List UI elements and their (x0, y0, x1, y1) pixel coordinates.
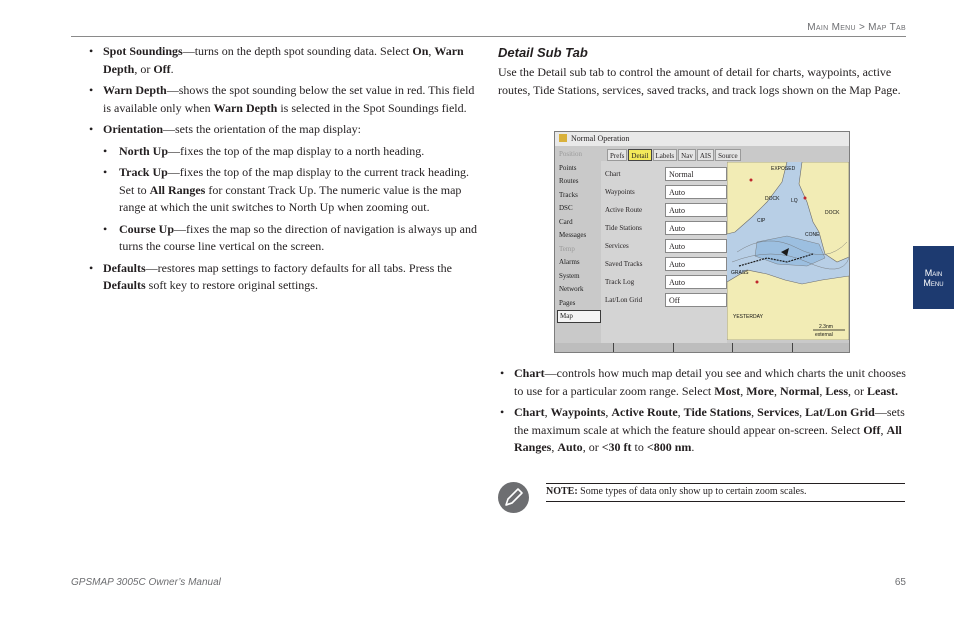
comma: , (751, 405, 758, 419)
screenshot-menu (557, 148, 601, 323)
setting-label: Saved Tracks (605, 260, 643, 268)
sep-chart-3: , (819, 383, 826, 398)
menu-item-position: Position (559, 150, 582, 158)
note-text: Some types of data only show up to certain zoom scales. (577, 486, 807, 497)
detail-settings-panel (601, 161, 727, 343)
footer-page-number: 65 (894, 577, 906, 588)
tab-ais: AIS (697, 149, 714, 161)
term-lat-lon-grid: Lat/Lon Grid (805, 405, 875, 419)
map-scale-unit: external (815, 332, 833, 338)
menu-item-dsc: DSC (559, 204, 573, 212)
setting-row-tide-stations (601, 221, 727, 237)
menu-item-tracks: Tracks (559, 190, 578, 199)
text-north-up: —fixes the top of the map display to a north heading. (168, 143, 425, 158)
setting-label: Tide Stations (605, 224, 642, 232)
setting-row-services (601, 239, 727, 255)
setting-label: Active Route (605, 206, 643, 214)
text-warn-1: —shows the spot sounding below the set value in red. This field is available only when (103, 83, 475, 115)
right-column (498, 45, 908, 99)
softkey (793, 343, 850, 353)
setting-value: Auto (665, 239, 727, 253)
option-most: Most (714, 383, 741, 398)
menu-item-alarms: Alarms (559, 258, 580, 266)
tab-nav: Nav (678, 149, 696, 161)
end-spot: . (170, 61, 174, 76)
bullet-orientation (87, 121, 479, 139)
text-track-2: for constant Track Up. The numeric value is the map range at which the unit switches to North Up when zooming out. (119, 182, 462, 214)
setting-label: Lat/Lon Grid (605, 296, 643, 304)
text-spot-1: —turns on the depth spot sounding data. Select (182, 44, 413, 58)
bullet-defaults (87, 260, 479, 295)
term-chart-2: Chart (514, 405, 545, 419)
sub-bullet-course-up (87, 221, 479, 256)
map-label-lq: LQ (791, 198, 798, 204)
option-least: Least. (867, 383, 899, 398)
side-tab-line1: Main (924, 267, 943, 278)
bullet-feature-list (498, 404, 908, 457)
term-north-up: North Up (119, 143, 169, 158)
menu-item-pages: Pages (559, 298, 576, 307)
softkey (555, 343, 614, 353)
end-list: . (691, 440, 695, 454)
sep-chart-2: , (774, 383, 781, 398)
breadcrumb: Main Menu > Map Tab (807, 22, 906, 33)
setting-label: Track Log (605, 278, 635, 286)
map-label-cip: CIP (757, 218, 766, 224)
side-tab-line2: Menu (923, 277, 944, 288)
option-warn-depth: Warn Depth (103, 44, 464, 76)
menu-item-points: Points (559, 163, 577, 172)
text-list-1: —sets the maximum scale at which the feature should appear on-screen. Select (514, 405, 905, 437)
menu-item-routes: Routes (559, 177, 579, 185)
softkey (733, 343, 792, 353)
section-title: Detail Sub Tab (498, 45, 588, 60)
footer-manual-title: GPSMAP 3005C Owner’s Manual (71, 577, 221, 588)
term-spot-soundings: Spot Soundings (103, 44, 183, 58)
menu-item-map: Map (557, 310, 601, 323)
setting-row-waypoints (601, 185, 727, 201)
setting-value: Normal (665, 167, 727, 181)
map-label-cone: CONE (805, 232, 820, 238)
map-label-dock-2: DOCK (825, 210, 840, 216)
comma: , (544, 405, 551, 419)
setting-label: Services (605, 242, 629, 250)
sep-chart-4: , or (848, 383, 868, 398)
operation-mode-icon (559, 134, 567, 142)
text-defaults-1: —restores map settings to factory defaults for all tabs. Press the (145, 260, 452, 275)
sub-bullet-track-up (87, 164, 479, 217)
term-active-route: Active Route (611, 405, 678, 419)
softkey (614, 343, 673, 353)
setting-value: Auto (665, 275, 727, 289)
tab-prefs: Prefs (607, 149, 627, 161)
comma: , (551, 440, 558, 454)
option-more: More (746, 383, 775, 398)
option-max-range: <800 nm (646, 440, 692, 454)
setting-value: Auto (665, 257, 727, 271)
text-defaults-2: soft key to restore original settings. (145, 278, 318, 292)
term-tide-stations: Tide Stations (683, 405, 752, 419)
sep-chart-1: , (740, 383, 747, 398)
bold-warn-depth: Warn Depth (213, 100, 278, 115)
comma: , (880, 422, 887, 437)
screenshot-tabs (607, 149, 742, 161)
option-min-range: <30 ft (601, 440, 632, 454)
setting-row-lat-lon-grid (601, 293, 727, 309)
option-less: Less (825, 383, 849, 398)
option-normal: Normal (780, 383, 820, 398)
map-label-exposed: EXPOSED (771, 166, 796, 172)
right-column-bullets (498, 365, 908, 461)
term-chart: Chart (514, 366, 545, 380)
text-course-up: —fixes the map so the direction of navigation is always up and turns the course line vertical on the screen. (119, 221, 477, 253)
setting-value: Auto (665, 221, 727, 235)
setting-value: Auto (665, 185, 727, 199)
menu-item-messages: Messages (559, 231, 587, 239)
setting-label: Waypoints (605, 188, 635, 196)
option-all-ranges: All Ranges (514, 422, 902, 454)
term-orientation: Orientation (103, 122, 163, 136)
comma: , (605, 405, 612, 419)
comma: , (677, 405, 684, 419)
setting-row-active-route (601, 203, 727, 219)
sep-spot-1: , (428, 44, 435, 58)
term-warn-depth: Warn Depth (103, 83, 167, 97)
bold-all-ranges: All Ranges (149, 182, 206, 197)
map-label-yesterday: YESTERDAY (733, 314, 763, 320)
softkey (674, 343, 733, 353)
option-off: Off (153, 61, 171, 76)
setting-label: Chart (605, 170, 621, 178)
device-screenshot (554, 131, 850, 353)
term-course-up: Course Up (119, 221, 175, 236)
side-tab-main-menu[interactable] (913, 246, 954, 309)
screenshot-title-bar (555, 132, 850, 146)
option-auto: Auto (557, 440, 583, 454)
text-orientation: —sets the orientation of the map display: (163, 122, 361, 136)
menu-item-card: Card (559, 217, 573, 226)
bullet-warn-depth (87, 82, 479, 117)
setting-value: Auto (665, 203, 727, 217)
map-scale-value: 2.3nm (819, 324, 833, 330)
tab-detail: Detail (628, 149, 651, 161)
waypoint-icon (756, 281, 759, 284)
left-column (87, 43, 479, 299)
bullet-chart (498, 365, 908, 400)
pencil-icon (498, 482, 529, 513)
map-label-grass: GRASS (731, 270, 749, 276)
term-track-up: Track Up (119, 165, 168, 179)
note-box (546, 483, 905, 502)
sep-or: , or (582, 440, 602, 454)
sep-spot-2: , or (134, 61, 154, 76)
map-graphic (727, 162, 849, 340)
bullet-spot-soundings (87, 43, 479, 78)
header-rule (71, 36, 906, 37)
chart-map-preview (727, 162, 849, 340)
menu-item-network: Network (559, 285, 584, 293)
note-icon (498, 482, 529, 513)
term-defaults: Defaults (103, 260, 146, 275)
menu-item-temp: Temp (559, 244, 575, 253)
comma: , (799, 405, 806, 419)
setting-row-chart (601, 167, 727, 183)
section-intro: Use the Detail sub tab to control the amount of detail for charts, waypoints, active routes, Tide Stations, services, saved tracks, and track logs shown on the Map Page. (498, 65, 901, 97)
setting-row-track-log (601, 275, 727, 291)
waypoint-icon (750, 179, 753, 182)
text-chart-1: —controls how much map detail you see and which charts the unit chooses to use for a particular zoom range. Select (514, 366, 906, 398)
map-label-dock: DOCK (765, 196, 780, 202)
waypoint-icon (804, 197, 807, 200)
sep-to: to (631, 440, 647, 454)
tab-source: Source (715, 149, 740, 161)
sub-bullet-north-up (87, 143, 479, 161)
screenshot-softkeys (555, 343, 850, 353)
setting-value: Off (665, 293, 727, 307)
term-waypoints: Waypoints (550, 405, 606, 419)
tab-labels: Labels (653, 149, 678, 161)
menu-item-system: System (559, 271, 580, 280)
screenshot-title: Normal Operation (571, 134, 630, 143)
text-track-1: —fixes the top of the map display to the current track heading. Set to (119, 165, 470, 197)
note-label: NOTE: (546, 486, 578, 497)
option-off-2: Off (863, 422, 881, 437)
setting-row-saved-tracks (601, 257, 727, 273)
bold-defaults: Defaults (103, 278, 146, 292)
text-warn-2: is selected in the Spot Soundings field. (277, 100, 467, 115)
term-services: Services (757, 405, 800, 419)
option-on: On (412, 44, 429, 58)
